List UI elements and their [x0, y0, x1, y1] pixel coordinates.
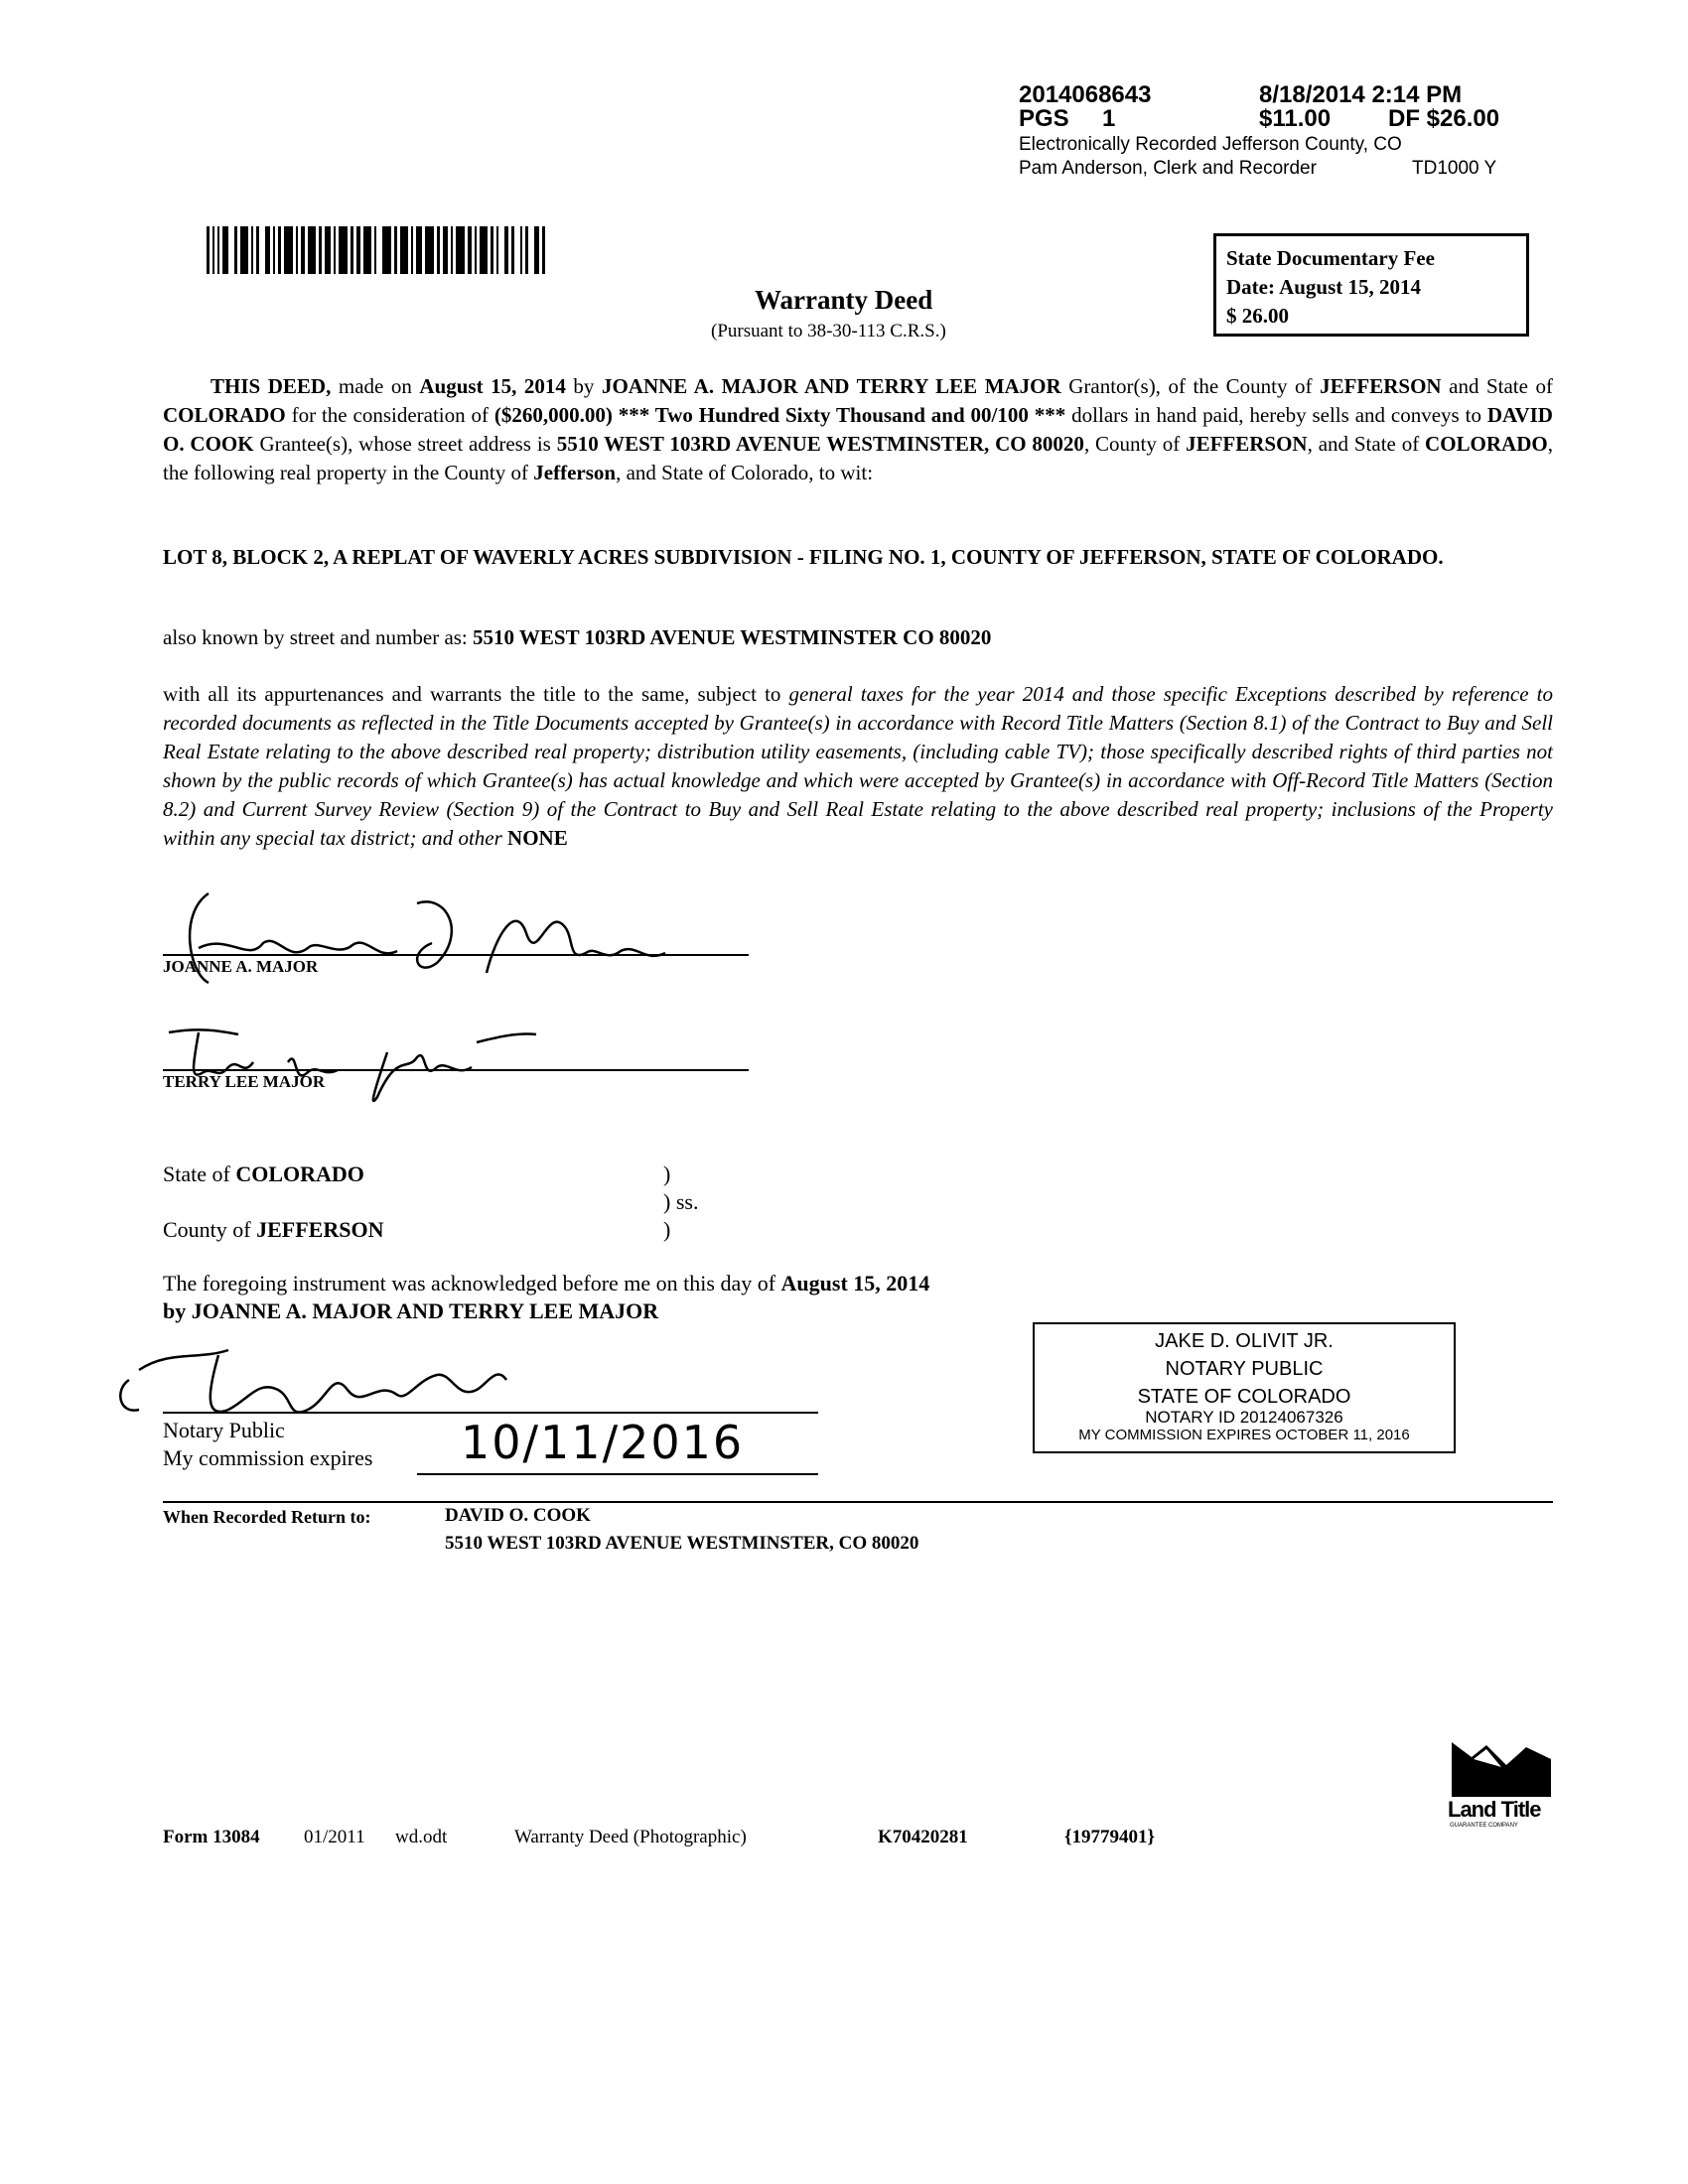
signature-line-1: [163, 954, 749, 956]
ack-statement: [163, 1271, 929, 1297]
documentary-fee-box: [1213, 233, 1529, 337]
notary-title: NOTARY PUBLIC: [1165, 1358, 1324, 1380]
footer-doc-type: Warranty Deed (Photographic): [514, 1827, 747, 1847]
venue-paren-top: ): [663, 1161, 671, 1186]
aka-label: also known by street and number as:: [163, 625, 474, 649]
fee-box-label: State Documentary Fee: [1226, 246, 1435, 270]
deed-intro: THIS DEED,: [211, 374, 332, 398]
notary-state: STATE OF COLORADO: [1137, 1386, 1351, 1408]
return-divider: [163, 1501, 1553, 1503]
deed-text: dollars in hand paid, hereby sells and conveys to: [1065, 403, 1487, 427]
venue-ss: ) ss.: [663, 1189, 699, 1214]
deed-text: , the following real property in the County of: [163, 432, 1553, 484]
commission-line: [417, 1473, 818, 1475]
land-title-logo-tagline: GUARANTEE COMPANY: [1450, 1823, 1518, 1829]
legal-description: LOT 8, BLOCK 2, A REPLAT OF WAVERLY ACRES SUBDIVISION - FILING NO. 1, COUNTY OF JEFFERSON, STATE OF COLORADO.: [163, 545, 1444, 569]
return-to-name: DAVID O. COOK: [445, 1505, 591, 1526]
deed-date: August 15, 2014: [419, 374, 566, 398]
deed-text: Grantor(s), of the County of: [1060, 374, 1321, 398]
document-subtitle: (Pursuant to 38-30-113 C.R.S.): [711, 321, 946, 341]
ack-county: [163, 1217, 383, 1243]
grantor-names: JOANNE A. MAJOR AND TERRY LEE MAJOR: [601, 374, 1061, 398]
ack-by: by JOANNE A. MAJOR AND TERRY LEE MAJOR: [163, 1298, 659, 1323]
venue-paren-bottom: ): [663, 1217, 671, 1242]
deed-text: by: [565, 374, 602, 398]
footer-ref-1: K70420281: [878, 1827, 968, 1847]
footer-file-name: wd.odt: [395, 1827, 448, 1847]
deed-text: made on: [331, 374, 420, 398]
commission-expires-label: My commission expires: [163, 1445, 373, 1470]
recording-clerk: Pam Anderson, Clerk and Recorder: [1019, 158, 1317, 179]
ack-state: [163, 1161, 364, 1187]
notary-stamp: [1033, 1322, 1456, 1453]
recording-pages-value: 1: [1102, 105, 1116, 132]
exceptions-none: NONE: [501, 826, 568, 850]
deed-text: , County of: [1083, 432, 1187, 456]
return-to-label: When Recorded Return to:: [163, 1507, 371, 1527]
notary-signature-line: [163, 1412, 818, 1414]
deed-text: Grantee(s), whose street address is: [253, 432, 557, 456]
recording-df-fee: DF $26.00: [1388, 105, 1500, 132]
commission-expires-date: 10/11/2016: [461, 1416, 745, 1469]
grantee-state: COLORADO: [1425, 432, 1548, 456]
grantee-address: 5510 WEST 103RD AVENUE WESTMINSTER, CO 80020: [556, 432, 1084, 456]
deed-text: for the consideration of: [285, 403, 494, 427]
ack-date: August 15, 2014: [780, 1271, 930, 1296]
signature-line-2: [163, 1069, 749, 1071]
land-title-logo-text: Land Title: [1448, 1797, 1541, 1822]
conveyance-paragraph: [163, 372, 1553, 487]
notary-expires: MY COMMISSION EXPIRES OCTOBER 11, 2016: [1078, 1427, 1410, 1443]
deed-text: and State of: [1441, 374, 1553, 398]
document-title: Warranty Deed: [755, 285, 933, 315]
ack-state-value: COLORADO: [235, 1161, 364, 1186]
notary-name: JAKE D. OLIVIT JR.: [1155, 1330, 1334, 1352]
fee-box-amount: $ 26.00: [1226, 304, 1289, 328]
footer-ref-2: {19779401}: [1064, 1827, 1155, 1847]
footer-form-number: Form 13084: [163, 1827, 260, 1847]
grantee-name: DAVID O. COOK: [163, 403, 1553, 456]
signature-terry: [159, 1013, 576, 1122]
consideration-amount: ($260,000.00) *** Two Hundred Sixty Thousand and 00/100 ***: [493, 403, 1066, 427]
recording-pages-label: PGS: [1019, 105, 1069, 132]
ack-county-label: County of: [163, 1217, 257, 1242]
grantor1-name: JOANNE A. MAJOR: [163, 957, 319, 976]
recording-datetime: 8/18/2014 2:14 PM: [1259, 81, 1463, 108]
recording-recorded-by: Electronically Recorded Jefferson County, CO: [1019, 134, 1402, 155]
ack-statement-text: The foregoing instrument was acknowledged before me on this day of: [163, 1271, 781, 1296]
barcode: [207, 226, 655, 274]
warranty-text: with all its appurtenances and warrants the title to the same, subject to: [163, 682, 789, 706]
footer-form-date: 01/2011: [304, 1827, 365, 1847]
also-known-as: [163, 623, 1553, 652]
grantee-county: JEFFERSON: [1186, 432, 1308, 456]
recording-fee: $11.00: [1259, 105, 1332, 132]
notary-id: NOTARY ID 20124067326: [1145, 1408, 1343, 1427]
ack-county-value: JEFFERSON: [256, 1217, 384, 1242]
recording-form-code: TD1000 Y: [1412, 158, 1497, 179]
grantor-state: COLORADO: [163, 403, 286, 427]
aka-address: 5510 WEST 103RD AVENUE WESTMINSTER CO 80020: [473, 625, 992, 649]
exceptions-text: general taxes for the year 2014 and those specific Exceptions described by reference to recorded documents as reflected in the Title Documents accepted by Grantee(s) in accordance with Record Title Matters (Section 8.1) of the Contract to Buy and Sell Real Estate relating to the above described real property; distribution utility easements, (including cable TV); those specifically described rights of third parties not shown by the public records of which Grantee(s) has actual knowledge and which were accepted by Grantee(s) in accordance with Off-Record Title Matters (Section 8.2) and Current Survey Review (Section 9) of the Contract to Buy and Sell Real Estate relating to the above described real property; inclusions of the Property within any special tax district; and other: [163, 682, 1553, 850]
deed-text: , and State of Colorado, to wit:: [616, 461, 874, 484]
land-title-logo-mark: [1452, 1737, 1551, 1797]
grantor2-name: TERRY LEE MAJOR: [163, 1072, 326, 1091]
recording-number: 2014068643: [1019, 81, 1152, 108]
ack-state-label: State of: [163, 1161, 236, 1186]
property-county: Jefferson: [533, 461, 617, 484]
grantor-county: JEFFERSON: [1320, 374, 1442, 398]
notary-public-label: Notary Public: [163, 1418, 285, 1442]
fee-box-date: Date: August 15, 2014: [1226, 275, 1422, 299]
deed-text: , and State of: [1307, 432, 1426, 456]
warranty-paragraph: [163, 680, 1553, 853]
return-to-address: 5510 WEST 103RD AVENUE WESTMINSTER, CO 80020: [445, 1533, 919, 1554]
